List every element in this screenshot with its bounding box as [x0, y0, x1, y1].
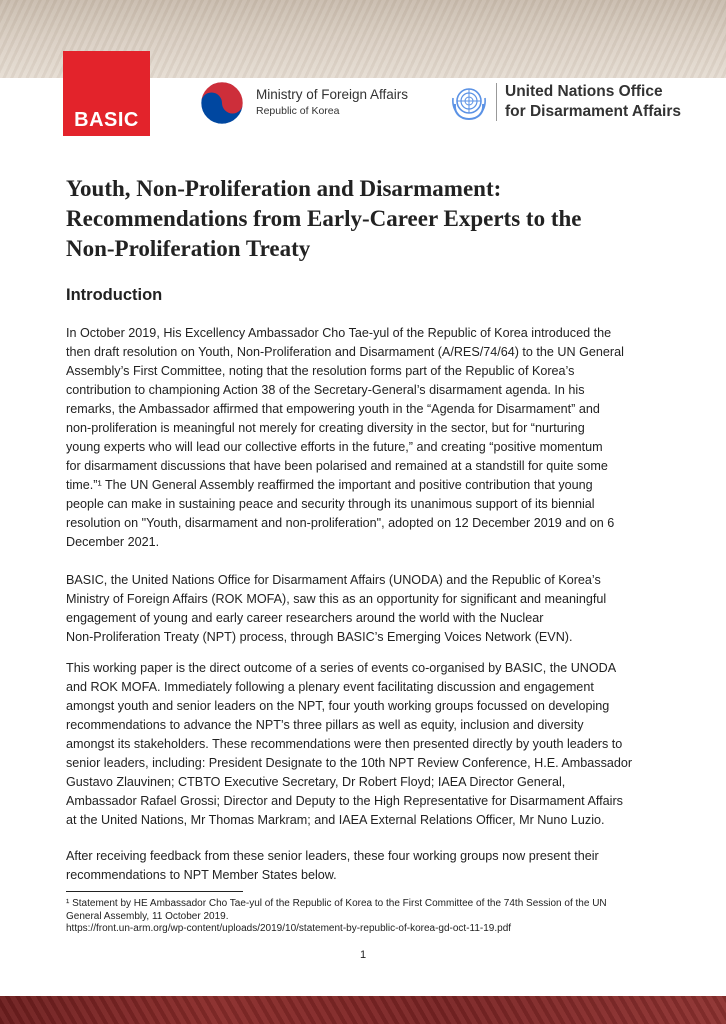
basic-logo — [63, 51, 150, 136]
text-line: recommendations to advance the NPT’s three pillars as well as equity, inclusion and diversity — [66, 718, 584, 732]
text-line: then draft resolution on Youth, Non-Proliferation and Disarmament (A/RES/74/64) to the UN General — [66, 345, 624, 359]
text-line: engagement of young and early career researchers around the world with the Nuclear — [66, 611, 544, 625]
text-line: for disarmament discussions that have been polarised and remained at a standstill for quite some — [66, 459, 608, 473]
text-line: senior leaders, including: President Designate to the 10th NPT Review Conference, H.E. Ambassador — [66, 756, 633, 770]
footnote-line: General Assembly, 11 October 2019. — [66, 910, 229, 922]
text-line: at the United Nations, Mr Thomas Markram; and IAEA External Relations Officer, Mr Nuno Luzio. — [66, 813, 605, 827]
text-line: Assembly’s First Committee, noting that the resolution forms part of the Republic of Korea’s — [66, 364, 575, 378]
text-line: Ambassador Rafael Grossi; Director and Deputy to the High Representative for Disarmament Affairs — [66, 794, 623, 808]
title-line: Recommendations from Early-Career Experts to the — [66, 206, 582, 231]
text-line: non-proliferation is meaningful not merely for creating diversity in the sector, but for “nurturing — [66, 421, 585, 435]
korea-taegeuk-emblem-icon — [200, 81, 244, 125]
paragraph-2 — [66, 571, 666, 647]
unoda-name-line1: United Nations Office — [505, 83, 663, 100]
title-line: Youth, Non-Proliferation and Disarmament: — [66, 176, 502, 201]
paragraph-4 — [66, 847, 666, 885]
text-line: and ROK MOFA. Immediately following a plenary event facilitating discussion and engagement — [66, 680, 594, 694]
mofa-name: Ministry of Foreign Affairs — [256, 87, 409, 102]
text-line: This working paper is the direct outcome of a series of events co-organised by BASIC, the UNODA — [66, 661, 617, 675]
unoda-logo — [449, 82, 681, 122]
text-line: time.”¹ The UN General Assembly reaffirmed the important and positive contribution that young — [66, 478, 593, 492]
footer-texture-band — [0, 996, 726, 1024]
mofa-logo — [200, 80, 408, 126]
unoda-name-line2: for Disarmament Affairs — [505, 103, 682, 120]
text-line: Non-Proliferation Treaty (NPT) process, through BASIC’s Emerging Voices Network (EVN). — [66, 630, 573, 644]
document-title — [66, 174, 666, 264]
un-emblem-icon — [449, 82, 489, 122]
unoda-divider — [496, 83, 497, 121]
section-heading-introduction: Introduction — [66, 286, 163, 304]
text-line: Ministry of Foreign Affairs (ROK MOFA), saw this as an opportunity for significant and meaningful — [66, 592, 607, 606]
text-line: BASIC, the United Nations Office for Disarmament Affairs (UNODA) and the Republic of Korea’s — [66, 573, 601, 587]
footnote — [66, 898, 666, 936]
text-line: young experts who will lead our collective efforts in the future,” and creating “positive momentum — [66, 440, 603, 454]
basic-logo-text: BASIC — [74, 109, 139, 131]
footnote-line: ¹ Statement by HE Ambassador Cho Tae-yul of the Republic of Korea to the First Committee of the 74th Session of the UN — [66, 898, 607, 909]
text-line: resolution on "Youth, disarmament and non-proliferation", adopted on 12 December 2019 and on 6 — [66, 516, 615, 530]
footnote-link[interactable]: https://front.un-arm.org/wp-content/uploads/2019/10/statement-by-republic-of-korea-gd-oct-11-19.pdf — [66, 923, 512, 934]
footnote-divider — [66, 891, 243, 892]
page-number: 1 — [359, 949, 367, 961]
mofa-country: Republic of Korea — [256, 105, 340, 117]
text-line: amongst its stakeholders. These recommendations were then presented directly by youth leaders to — [66, 737, 623, 751]
paragraph-1 — [66, 324, 666, 552]
text-line: After receiving feedback from these senior leaders, these four working groups now present their — [66, 849, 599, 863]
text-line: remarks, the Ambassador affirmed that empowering youth in the “Agenda for Disarmament” and — [66, 402, 600, 416]
text-line: In October 2019, His Excellency Ambassador Cho Tae-yul of the Republic of Korea introduced the — [66, 326, 612, 340]
text-line: contribution to championing Action 38 of the Secretary-General’s disarmament agenda. In his — [66, 383, 585, 397]
paragraph-3 — [66, 659, 666, 830]
title-line: Non-Proliferation Treaty — [66, 236, 311, 261]
text-line: December 2021. — [66, 535, 160, 549]
text-line: Gustavo Zlauvinen; CTBTO Executive Secretary, Dr Robert Floyd; IAEA Director General, — [66, 775, 566, 789]
text-line: people can make in sustaining peace and security through its unanimous support of its biennial — [66, 497, 595, 511]
text-line: recommendations to NPT Member States below. — [66, 868, 337, 882]
text-line: amongst youth and senior leaders on the NPT, four youth working groups focussed on developing — [66, 699, 610, 713]
